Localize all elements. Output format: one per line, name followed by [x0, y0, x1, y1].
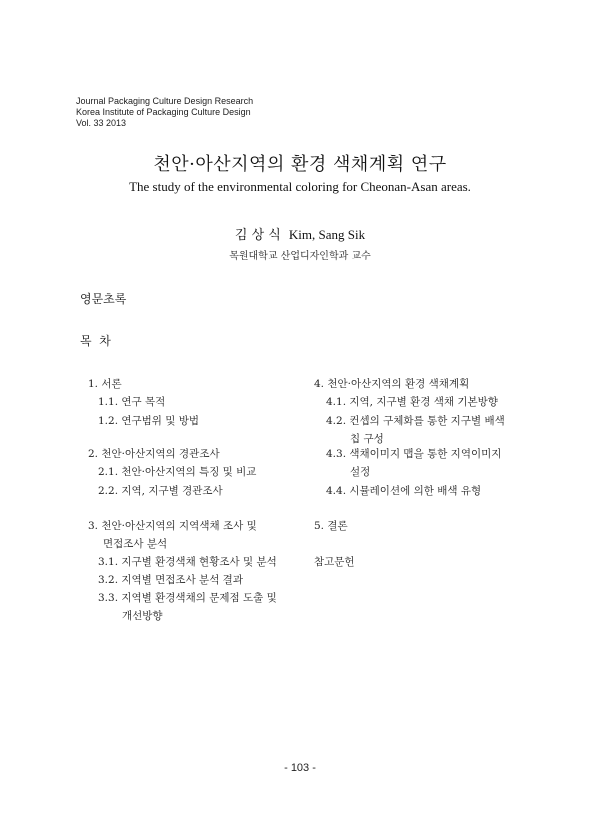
- toc-item-3-3: 3.3. 지역별 환경색채의 문제점 도출 및: [98, 592, 277, 604]
- toc-item-4-3-cont: 설정: [350, 466, 371, 478]
- author-name-korean: 김 상 식: [234, 228, 281, 243]
- author-line: [0, 224, 600, 243]
- toc-item-4-2-cont: 칩 구성: [350, 433, 384, 445]
- toc-item-4: 4. 천안·아산지역의 환경 색채계획: [314, 378, 470, 390]
- title-english: The study of the environmental coloring for Cheonan-Asan areas.: [129, 179, 471, 194]
- page-number: - 103 -: [284, 762, 316, 774]
- toc-heading: 목 차: [80, 334, 111, 348]
- toc-item-3-1: 3.1. 지구별 환경색채 현황조사 및 분석: [98, 556, 277, 568]
- author-name-english: Kim, Sang Sik: [288, 227, 366, 242]
- toc-item-2: 2. 천안·아산지역의 경관조사: [88, 448, 220, 460]
- toc-item-3-cont: 면접조사 분석: [103, 538, 168, 550]
- toc-item-1: 1. 서론: [88, 378, 122, 390]
- author-affiliation: 목원대학교 산업디자인학과 교수: [229, 251, 371, 262]
- toc-item-3-2: 3.2. 지역별 면접조사 분석 결과: [98, 574, 243, 586]
- abstract-heading: 영문초록: [80, 292, 127, 306]
- toc-item-4-2: 4.2. 컨셉의 구체화를 통한 지구별 배색: [326, 415, 505, 427]
- journal-header: [76, 96, 253, 129]
- title-korean: 천안·아산지역의 환경 색채계획 연구: [153, 154, 447, 175]
- journal-institute: Korea Institute of Packaging Culture Design: [76, 107, 251, 117]
- toc-item-4-3: 4.3. 색채이미지 맵을 통한 지역이미지: [326, 448, 502, 460]
- toc-item-references: 참고문헌: [314, 556, 355, 568]
- toc-item-2-1: 2.1. 천안·아산지역의 특징 및 비교: [98, 466, 257, 478]
- toc-item-4-1: 4.1. 지역, 지구별 환경 색채 기본방향: [326, 396, 498, 408]
- journal-volume: Vol. 33 2013: [76, 118, 127, 128]
- toc-item-5: 5. 결론: [314, 520, 348, 532]
- toc-item-3: 3. 천안·아산지역의 지역색채 조사 및: [88, 520, 257, 532]
- toc-item-1-1: 1.1. 연구 목적: [98, 396, 166, 408]
- journal-name: Journal Packaging Culture Design Research: [76, 96, 254, 106]
- toc-item-1-2: 1.2. 연구범위 및 방법: [98, 415, 200, 427]
- toc-item-2-2: 2.2. 지역, 지구별 경관조사: [98, 485, 223, 497]
- toc-item-3-3-cont: 개선방향: [122, 610, 163, 622]
- toc-item-4-4: 4.4. 시뮬레이션에 의한 배색 유형: [326, 485, 482, 497]
